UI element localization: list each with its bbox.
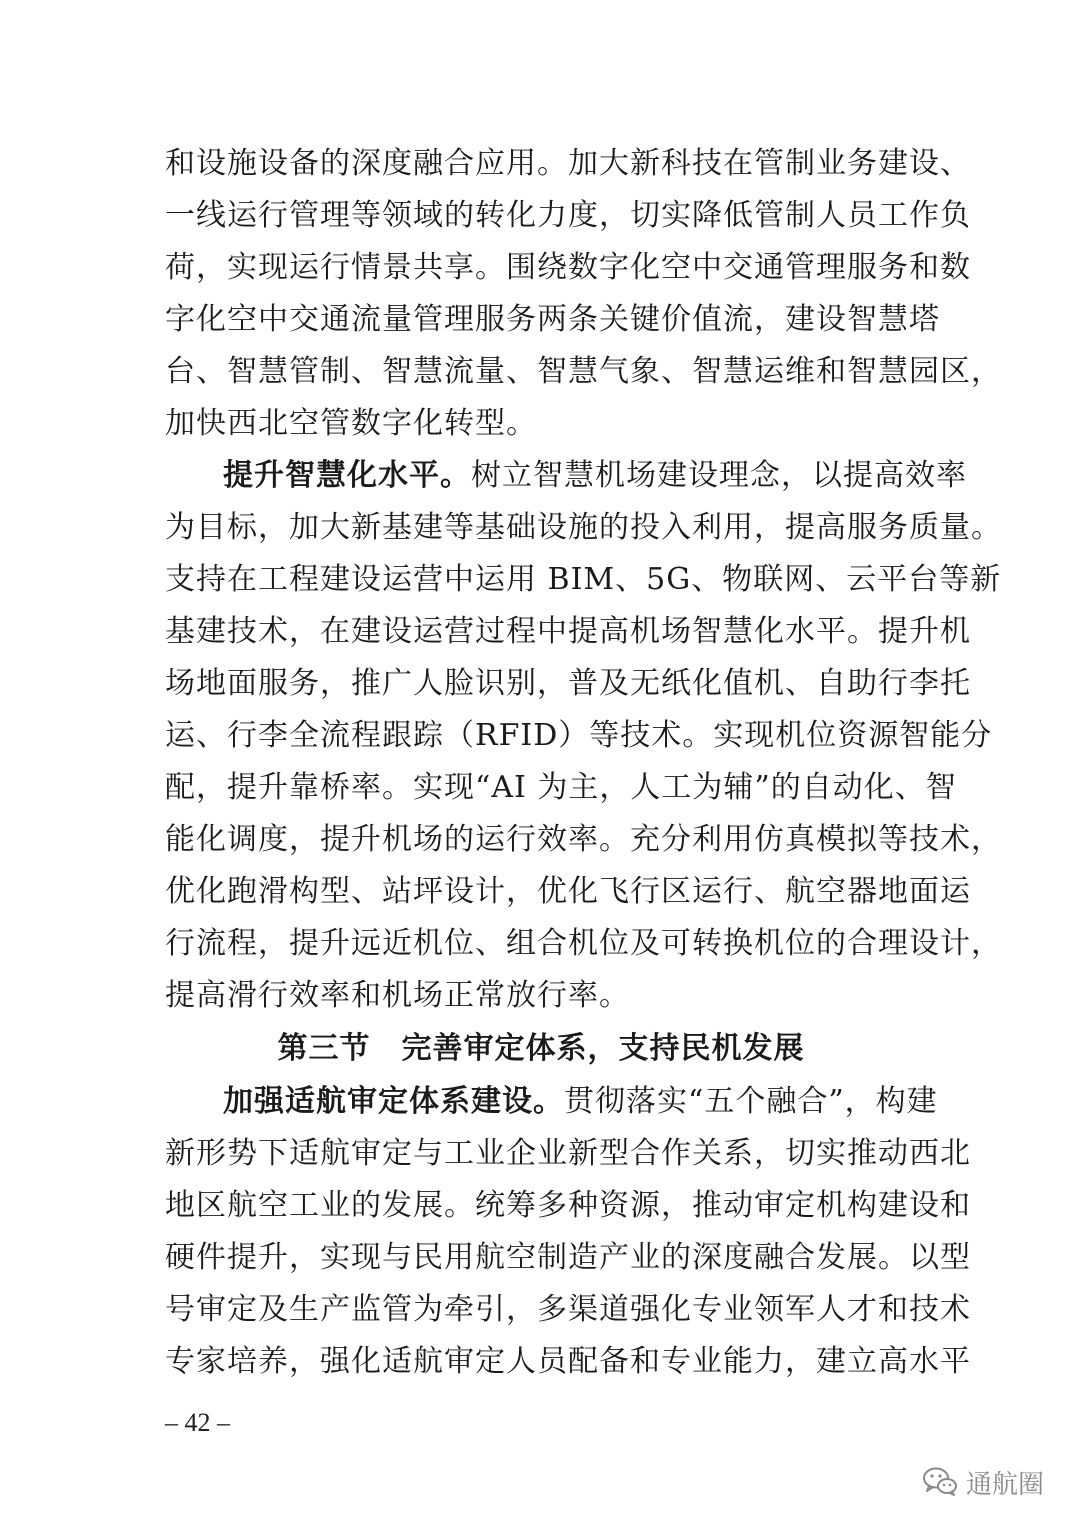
text-line: 荷，实现运行情景共享。围绕数字化空中交通管理服务和数 — [165, 250, 971, 285]
text-line: 加快西北空管数字化转型。 — [165, 406, 537, 441]
text-line: 能化调度，提升机场的运行效率。充分利用仿真模拟等技术， — [165, 822, 1002, 857]
text-line: 为目标，加大新基建等基础设施的投入利用，提高服务质量。 — [165, 510, 1002, 545]
document-page — [165, 138, 1002, 1388]
text-line: 行流程，提升远近机位、组合机位及可转换机位的合理设计， — [165, 926, 1002, 961]
text-line: 支持在工程建设运营中运用 BIM、5G、物联网、云平台等新 — [165, 562, 1002, 597]
text-line: 提高滑行效率和机场正常放行率。 — [165, 978, 630, 1013]
paragraph-lead: 加强适航审定体系建设。 — [223, 1084, 564, 1119]
text-line — [165, 1076, 938, 1128]
text-line: 地区航空工业的发展。统筹多种资源，推动审定机构建设和 — [165, 1188, 971, 1223]
text-line: 新形势下适航审定与工业企业新型合作关系，切实推动西北 — [165, 1136, 971, 1171]
text-line: 专家培养，强化适航审定人员配备和专业能力，建立高水平 — [165, 1344, 971, 1379]
paragraph-digital-atm — [165, 138, 1002, 450]
page-number: – 42 – — [165, 1408, 230, 1437]
text-line: 硬件提升，实现与民用航空制造产业的深度融合发展。以型 — [165, 1240, 971, 1275]
text-line: 台、智慧管制、智慧流量、智慧气象、智慧运维和智慧园区， — [165, 354, 1002, 389]
text-line: 基建技术，在建设运营过程中提高机场智慧化水平。提升机 — [165, 614, 971, 649]
text-line: 配，提升靠桥率。实现“AI 为主，人工为辅”的自动化、智 — [165, 770, 957, 805]
text-line: 运、行李全流程跟踪（RFID）等技术。实现机位资源智能分 — [165, 718, 993, 753]
paragraph-airworthiness — [165, 1076, 971, 1388]
text-line: 优化跑滑构型、站坪设计，优化飞行区运行、航空器地面运 — [165, 874, 971, 909]
wechat-icon — [922, 1466, 958, 1498]
text-line — [165, 450, 967, 502]
paragraph-text: 贯彻落实“五个融合”，构建 — [564, 1084, 938, 1119]
section-heading: 第三节 完善审定体系，支持民机发展 — [277, 1031, 805, 1066]
watermark — [922, 1462, 1044, 1502]
watermark-text: 通航圈 — [965, 1469, 1044, 1500]
text-line: 号审定及生产监管为牵引，多渠道强化专业领军人才和技术 — [165, 1292, 971, 1327]
text-line: 字化空中交通流量管理服务两条关键价值流，建设智慧塔 — [165, 302, 940, 337]
paragraph-smart-airport — [165, 450, 1002, 1022]
text-line: 和设施设备的深度融合应用。加大新科技在管制业务建设、 — [165, 146, 971, 181]
text-line: 场地面服务，推广人脸识别，普及无纸化值机、自助行李托 — [165, 666, 971, 701]
paragraph-lead: 提升智慧化水平。 — [223, 458, 471, 493]
text-line: 一线运行管理等领域的转化力度，切实降低管制人员工作负 — [165, 198, 971, 233]
paragraph-text: 树立智慧机场建设理念，以提高效率 — [471, 458, 967, 493]
